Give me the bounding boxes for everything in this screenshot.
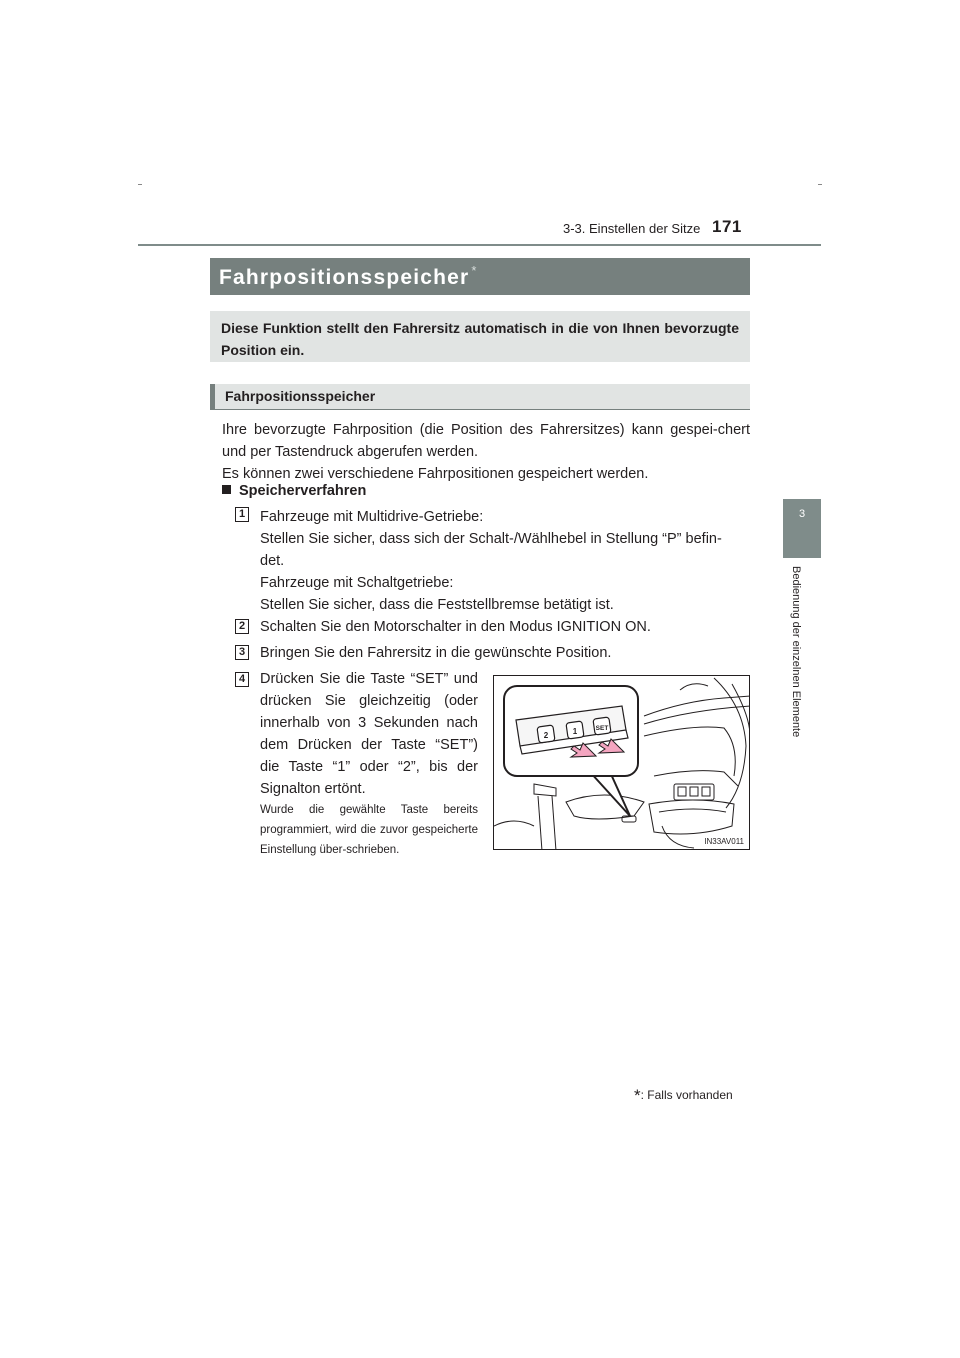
crop-mark-right xyxy=(818,184,822,185)
chapter-label: Bedienung der einzelnen Elemente xyxy=(790,566,802,738)
procedure-heading-text: Speicherverfahren xyxy=(239,483,367,499)
footnote xyxy=(634,1086,733,1106)
intro-box xyxy=(210,311,750,362)
subsection-rule xyxy=(210,409,750,410)
page-number: 171 xyxy=(712,217,742,236)
square-bullet-icon xyxy=(222,485,231,494)
header-rule xyxy=(138,244,821,246)
step-line: Bringen Sie den Fahrersitz in die gewünschte Position. xyxy=(260,645,612,661)
procedure-heading xyxy=(222,483,366,499)
door-panel-drawing xyxy=(494,676,750,850)
crop-mark-left xyxy=(138,184,142,185)
step-2-text xyxy=(260,616,750,638)
step-1-text xyxy=(260,506,750,616)
memory-button-illustration xyxy=(493,675,750,850)
asterisk-icon: * xyxy=(634,1086,641,1105)
page-title xyxy=(210,258,750,295)
step-line: Fahrzeuge mit Multidrive-Getriebe: xyxy=(260,509,484,525)
paragraph: Es können zwei verschiedene Fahrpositionen gespeichert werden. xyxy=(222,466,649,482)
step-number-badge: 2 xyxy=(235,619,249,634)
chapter-tab xyxy=(783,499,821,558)
figure-code: IN33AV011 xyxy=(704,837,744,846)
step-line: Schalten Sie den Motorschalter in den Modus IGNITION ON. xyxy=(260,619,651,635)
footnote-text: : Falls vorhanden xyxy=(640,1088,733,1102)
memory-button-2-label: 2 xyxy=(543,731,549,740)
step-number-badge: 4 xyxy=(235,672,249,687)
step-line: Stellen Sie sicher, dass sich der Schalt-/Wählhebel in Stellung “P” befin- xyxy=(260,531,722,547)
section-reference: 3-3. Einstellen der Sitze xyxy=(563,221,701,236)
chapter-number: 3 xyxy=(798,508,806,520)
subsection-heading xyxy=(210,384,750,409)
step-4-text: Drücken Sie die Taste “SET” und drücken Sie gleichzeitig (oder innerhalb von 3 Sekunden nach dem Drücken der Taste “SET”) die Taste “1” oder “2”, bis der Signalton ertönt. xyxy=(260,671,478,797)
step-line: Stellen Sie sicher, dass die Feststellbremse betätigt ist. xyxy=(260,597,614,613)
page-title-text: Fahrpositionsspeicher xyxy=(219,266,470,289)
step-3-text xyxy=(260,642,750,664)
memory-button-1-label: 1 xyxy=(572,727,578,736)
step-line: det. xyxy=(260,553,285,569)
intro-text: Diese Funktion stellt den Fahrersitz automatisch in die von Ihnen bevorzugte Position ein. xyxy=(221,320,739,358)
set-button-label: SET xyxy=(595,725,609,732)
body-text xyxy=(222,419,750,485)
availability-marker: * xyxy=(471,263,478,278)
paragraph: Ihre bevorzugte Fahrposition (die Position des Fahrersitzes) kann gespei-chert und per Tastendruck abgerufen werden. xyxy=(222,422,750,460)
step-note: Wurde die gewählte Taste bereits programmiert, wird die zuvor gespeicherte Einstellung über-schrieben. xyxy=(260,804,478,856)
subsection-heading-text: Fahrpositionsspeicher xyxy=(225,388,376,404)
step-number-badge: 3 xyxy=(235,645,249,660)
step-line: Fahrzeuge mit Schaltgetriebe: xyxy=(260,575,454,591)
step-number-badge: 1 xyxy=(235,507,249,522)
